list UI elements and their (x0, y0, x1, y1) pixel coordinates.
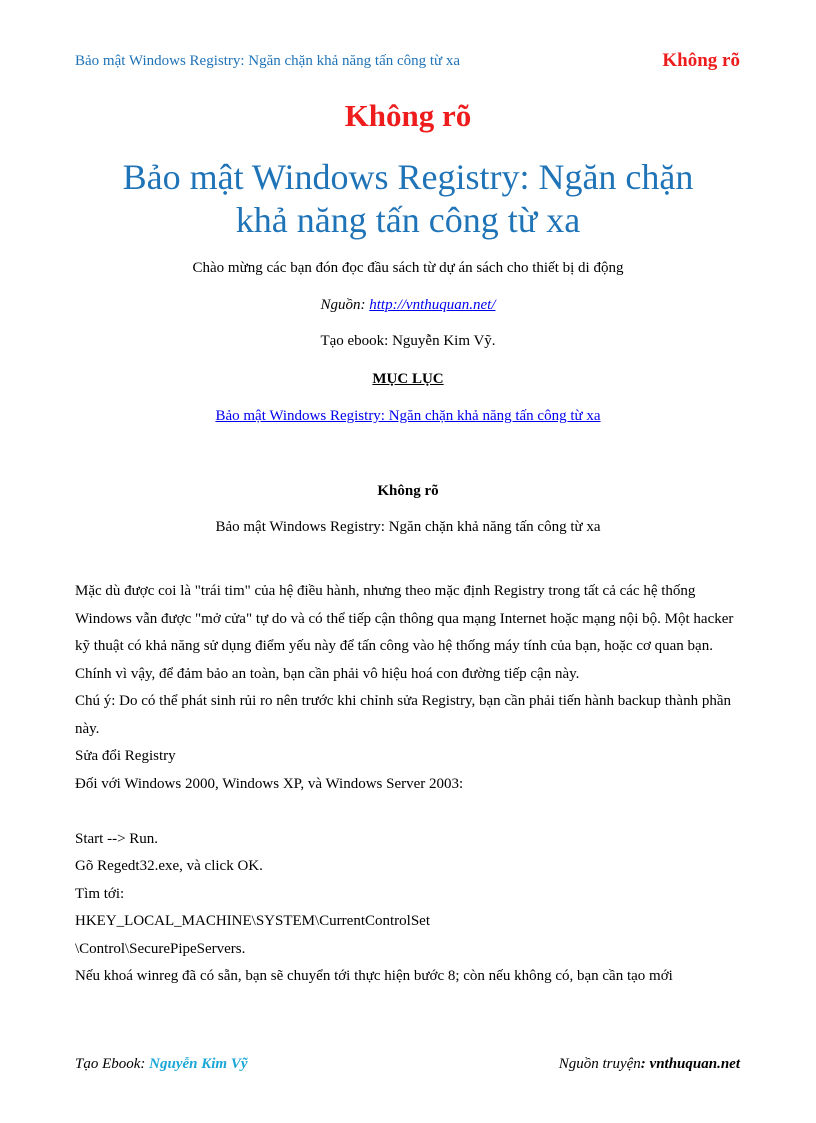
source-label: Nguồn: (320, 297, 370, 313)
footer-creator-name: Nguyễn Kim Vỹ (149, 1056, 248, 1072)
paragraph: Đối với Windows 2000, Windows XP, và Windows Server 2003: (75, 775, 464, 792)
footer-separator: : (640, 1056, 650, 1072)
header-author: Không rõ (662, 50, 740, 71)
section-title: Bảo mật Windows Registry: Ngăn chặn khả năng tấn công từ xa (215, 519, 601, 535)
source-link[interactable]: http://vnthuquan.net/ (369, 297, 496, 313)
welcome-text: Chào mừng các bạn đón đọc đầu sách từ dự án sách cho thiết bị di động (192, 260, 624, 276)
paragraph: Start --> Run. (75, 830, 159, 847)
spacer (75, 798, 745, 826)
book-title-line-2: khả năng tấn công từ xa (235, 200, 581, 240)
footer-source (559, 1056, 740, 1073)
registry-path: \Control\SecurePipeServers. (75, 940, 246, 957)
paragraph: Nếu khoá winreg đã có sẵn, bạn sẽ chuyển tới thực hiện bước 8; còn nếu không có, bạn cần tạo mới (75, 968, 673, 984)
body-text (75, 578, 745, 991)
paragraph: Mặc dù được coi là "trái tim" của hệ điều hành, nhưng theo mặc định Registry trong tất cả các hệ thống Windows vẫn được "mở cửa" tự do và có thể tiếp cận thông qua mạng Internet hoặc mạng nội bộ. Một hacker kỹ thuật có khả năng sử dụng điểm yếu này để tấn công vào hệ thống máy tính của bạn, hoặc cơ quan bạn. Chính vì vậy, để đảm bảo an toàn, bạn cần phải vô hiệu hoá con đường tiếp cận này. (75, 583, 734, 682)
source-line (0, 297, 816, 314)
paragraph: Gõ Regedt32.exe, và click OK. (75, 858, 263, 874)
paragraph: Tìm tới: (75, 885, 125, 902)
paragraph: Chú ý: Do có thể phát sinh rủi ro nên trước khi chỉnh sửa Registry, bạn cần phải tiến hành backup thành phần này. (75, 693, 731, 737)
footer-creator (75, 1056, 248, 1073)
registry-path: HKEY_LOCAL_MACHINE\SYSTEM\CurrentControlSet (75, 913, 430, 929)
footer-separator: : (140, 1056, 150, 1072)
footer-creator-label: Tạo Ebook (75, 1056, 141, 1072)
footer-source-site: vnthuquan.net (649, 1056, 740, 1072)
footer-source-label: Nguồn truyện (558, 1056, 641, 1072)
toc-link[interactable]: Bảo mật Windows Registry: Ngăn chặn khả năng tấn công từ xa (215, 408, 601, 424)
section-author: Không rõ (377, 483, 439, 499)
header-title: Bảo mật Windows Registry: Ngăn chặn khả năng tấn công từ xa (75, 53, 461, 69)
ebook-creator: Tạo ebook: Nguyễn Kim Vỹ. (320, 333, 496, 349)
paragraph: Sửa đổi Registry (75, 748, 176, 764)
book-author: Không rõ (344, 98, 472, 133)
book-title-line-1: Bảo mật Windows Registry: Ngăn chặn (122, 157, 694, 197)
toc-heading: MỤC LỤC (372, 371, 444, 387)
book-title (80, 156, 736, 242)
